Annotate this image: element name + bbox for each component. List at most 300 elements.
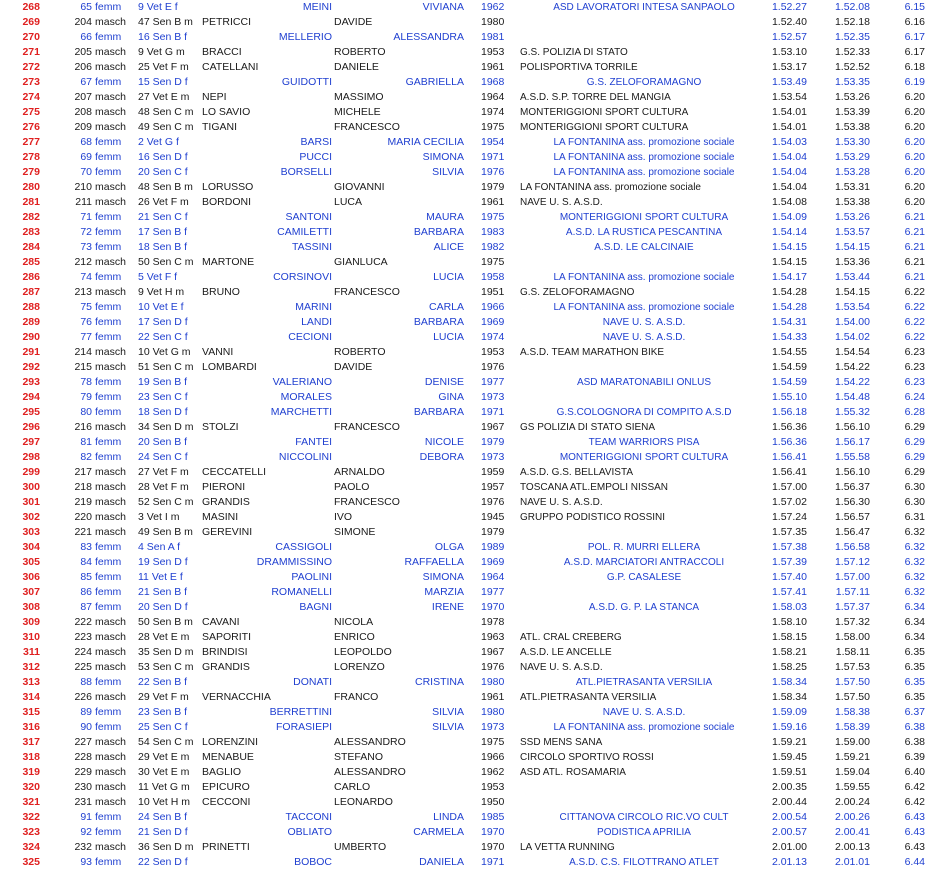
sex-cell: femm — [95, 436, 122, 448]
table-row — [0, 510, 947, 525]
sex-cell: femm — [95, 721, 122, 733]
first-name-cell: IRENE — [431, 601, 464, 613]
club-cell: NAVE U. S. A.S.D. — [520, 497, 603, 508]
pace-cell: 6.22 — [904, 316, 925, 328]
pace-cell: 6.43 — [904, 826, 925, 838]
gun-time-cell: 1.57.24 — [771, 511, 807, 523]
table-row — [0, 315, 947, 330]
club-cell: LA FONTANINA ass. promozione sociale — [553, 302, 735, 313]
club-cell: TEAM WARRIORS PISA — [588, 437, 700, 448]
position-cell: 269 — [22, 16, 40, 28]
gun-time-cell: 1.54.28 — [771, 301, 807, 313]
club-cell: LA VETTA RUNNING — [520, 842, 615, 853]
table-row — [0, 75, 947, 90]
surname-cell: MARINI — [295, 301, 332, 313]
birth-year-cell: 1970 — [481, 826, 505, 838]
position-cell: 291 — [22, 346, 40, 358]
birth-year-cell: 1961 — [481, 196, 505, 208]
sex-rank-cell: 232 — [74, 841, 92, 853]
birth-year-cell: 1977 — [481, 586, 505, 598]
sex-cell: masch — [95, 751, 126, 763]
position-cell: 313 — [22, 676, 40, 688]
club-cell: POL. R. MURRI ELLERA — [587, 542, 701, 553]
first-name-cell: OLGA — [434, 541, 464, 553]
category-cell: 51 Sen C m — [138, 361, 194, 373]
surname-cell: BARSI — [300, 136, 332, 148]
table-row — [0, 90, 947, 105]
position-cell: 300 — [22, 481, 40, 493]
table-row — [0, 540, 947, 555]
category-cell: 5 Vet F f — [138, 271, 178, 283]
club-cell: MONTERIGGIONI SPORT CULTURA — [559, 452, 729, 463]
birth-year-cell: 1976 — [481, 361, 505, 373]
sex-rank-cell: 230 — [74, 781, 92, 793]
sex-rank-cell: 89 — [80, 706, 92, 718]
sex-cell: femm — [95, 31, 122, 43]
birth-year-cell: 1982 — [481, 241, 505, 253]
table-row — [0, 105, 947, 120]
position-cell: 271 — [22, 46, 40, 58]
sex-rank-cell: 227 — [74, 736, 92, 748]
birth-year-cell: 1980 — [481, 706, 505, 718]
first-name-cell: BARBARA — [413, 226, 464, 238]
pace-cell: 6.44 — [904, 856, 925, 868]
club-cell: LA FONTANINA ass. promozione sociale — [553, 722, 735, 733]
surname-cell: CECCATELLI — [202, 466, 266, 478]
birth-year-cell: 1969 — [481, 556, 505, 568]
table-row — [0, 750, 947, 765]
birth-year-cell: 1951 — [481, 286, 505, 298]
birth-year-cell: 1945 — [481, 511, 505, 523]
birth-year-cell: 1977 — [481, 376, 505, 388]
birth-year-cell: 1969 — [481, 316, 505, 328]
sex-rank-cell: 207 — [74, 91, 92, 103]
first-name-cell: FRANCESCO — [334, 286, 400, 298]
sex-cell: masch — [95, 196, 126, 208]
net-time-cell: 1.59.04 — [834, 766, 870, 778]
first-name-cell: NICOLA — [334, 616, 374, 628]
table-row — [0, 735, 947, 750]
net-time-cell: 1.53.38 — [834, 121, 870, 133]
net-time-cell: 1.53.29 — [834, 151, 870, 163]
sex-cell: femm — [95, 316, 122, 328]
pace-cell: 6.32 — [904, 526, 925, 538]
birth-year-cell: 1953 — [481, 781, 505, 793]
sex-rank-cell: 204 — [74, 16, 92, 28]
gun-time-cell: 1.53.17 — [771, 61, 807, 73]
club-cell: PODISTICA APRILIA — [597, 827, 691, 838]
sex-rank-cell: 205 — [74, 46, 92, 58]
surname-cell: MARTONE — [202, 256, 255, 268]
position-cell: 281 — [22, 196, 40, 208]
sex-cell: femm — [95, 571, 122, 583]
pace-cell: 6.42 — [904, 781, 925, 793]
first-name-cell: LUCA — [334, 196, 363, 208]
pace-cell: 6.38 — [904, 721, 925, 733]
gun-time-cell: 1.59.16 — [771, 721, 807, 733]
sex-cell: femm — [95, 301, 122, 313]
gun-time-cell: 1.54.01 — [771, 121, 807, 133]
birth-year-cell: 1973 — [481, 451, 505, 463]
sex-cell: femm — [95, 811, 122, 823]
sex-rank-cell: 216 — [74, 421, 92, 433]
table-row — [0, 675, 947, 690]
sex-cell: masch — [95, 616, 126, 628]
category-cell: 18 Sen D f — [138, 406, 188, 418]
sex-cell: femm — [95, 541, 122, 553]
pace-cell: 6.29 — [904, 421, 925, 433]
surname-cell: LANDI — [301, 316, 332, 328]
category-cell: 47 Sen B m — [138, 16, 193, 28]
gun-time-cell: 1.54.04 — [771, 181, 807, 193]
position-cell: 285 — [22, 256, 40, 268]
gun-time-cell: 1.54.28 — [771, 286, 807, 298]
pace-cell: 6.23 — [904, 376, 925, 388]
sex-rank-cell: 75 — [80, 301, 92, 313]
net-time-cell: 1.53.36 — [834, 256, 870, 268]
birth-year-cell: 1958 — [481, 271, 505, 283]
sex-cell: femm — [95, 676, 122, 688]
table-row — [0, 780, 947, 795]
net-time-cell: 1.57.50 — [834, 676, 870, 688]
sex-cell: femm — [95, 151, 122, 163]
gun-time-cell: 1.54.17 — [771, 271, 807, 283]
pace-cell: 6.35 — [904, 661, 925, 673]
pace-cell: 6.21 — [904, 211, 925, 223]
position-cell: 310 — [22, 631, 40, 643]
sex-rank-cell: 88 — [80, 676, 92, 688]
table-row — [0, 255, 947, 270]
position-cell: 307 — [22, 586, 40, 598]
surname-cell: MORALES — [280, 391, 332, 403]
table-row — [0, 120, 947, 135]
net-time-cell: 1.57.50 — [834, 691, 870, 703]
gun-time-cell: 1.58.03 — [771, 601, 807, 613]
surname-cell: VANNI — [202, 346, 234, 358]
pace-cell: 6.34 — [904, 601, 925, 613]
surname-cell: FANTEI — [295, 436, 332, 448]
sex-rank-cell: 90 — [80, 721, 92, 733]
category-cell: 10 Vet G m — [138, 346, 191, 358]
birth-year-cell: 1966 — [481, 751, 505, 763]
sex-cell: masch — [95, 466, 126, 478]
category-cell: 21 Sen D f — [138, 826, 188, 838]
club-cell: MONTERIGGIONI SPORT CULTURA — [520, 122, 689, 133]
first-name-cell: MAURA — [426, 211, 464, 223]
table-row — [0, 825, 947, 840]
birth-year-cell: 1974 — [481, 331, 505, 343]
net-time-cell: 1.56.47 — [834, 526, 870, 538]
table-row — [0, 150, 947, 165]
club-cell: POLISPORTIVA TORRILE — [520, 62, 638, 73]
net-time-cell: 1.57.12 — [834, 556, 870, 568]
sex-rank-cell: 231 — [74, 796, 92, 808]
table-row — [0, 765, 947, 780]
first-name-cell: SIMONE — [334, 526, 376, 538]
position-cell: 296 — [22, 421, 40, 433]
category-cell: 52 Sen C m — [138, 496, 194, 508]
club-cell: G.S. ZELOFORAMAGNO — [520, 287, 635, 298]
position-cell: 304 — [22, 541, 40, 553]
net-time-cell: 1.54.00 — [834, 316, 870, 328]
sex-rank-cell: 218 — [74, 481, 92, 493]
first-name-cell: IVO — [334, 511, 353, 523]
birth-year-cell: 1980 — [481, 676, 505, 688]
pace-cell: 6.17 — [904, 31, 925, 43]
club-cell: GS POLIZIA DI STATO SIENA — [520, 422, 656, 433]
club-cell: ATL. CRAL CREBERG — [520, 632, 622, 643]
category-cell: 9 Vet H m — [138, 286, 185, 298]
position-cell: 282 — [22, 211, 40, 223]
pace-cell: 6.21 — [904, 226, 925, 238]
category-cell: 21 Sen C f — [138, 211, 188, 223]
sex-rank-cell: 66 — [80, 31, 92, 43]
pace-cell: 6.42 — [904, 796, 925, 808]
sex-cell: femm — [95, 586, 122, 598]
pace-cell: 6.37 — [904, 706, 925, 718]
club-cell: SSD MENS SANA — [520, 737, 603, 748]
sex-rank-cell: 70 — [80, 166, 92, 178]
club-cell: NAVE U. S. A.S.D. — [602, 332, 686, 343]
pace-cell: 6.28 — [904, 406, 925, 418]
birth-year-cell: 1975 — [481, 736, 505, 748]
first-name-cell: STEFANO — [334, 751, 384, 763]
net-time-cell: 1.56.37 — [834, 481, 870, 493]
table-row — [0, 420, 947, 435]
position-cell: 312 — [22, 661, 40, 673]
sex-cell: masch — [95, 841, 126, 853]
first-name-cell: DANIELE — [334, 61, 379, 73]
surname-cell: MASINI — [202, 511, 239, 523]
birth-year-cell: 1970 — [481, 601, 505, 613]
first-name-cell: SIMONA — [422, 571, 464, 583]
club-cell: GRUPPO PODISTICO ROSSINI — [520, 512, 666, 523]
category-cell: 23 Sen C f — [138, 391, 188, 403]
table-row — [0, 45, 947, 60]
gun-time-cell: 1.54.09 — [771, 211, 807, 223]
table-row — [0, 405, 947, 420]
position-cell: 324 — [22, 841, 40, 853]
position-cell: 294 — [22, 391, 40, 403]
pace-cell: 6.43 — [904, 811, 925, 823]
position-cell: 287 — [22, 286, 40, 298]
club-cell: LA FONTANINA ass. promozione sociale — [553, 137, 735, 148]
position-cell: 303 — [22, 526, 40, 538]
surname-cell: BERRETTINI — [269, 706, 332, 718]
first-name-cell: CRISTINA — [414, 676, 464, 688]
position-cell: 278 — [22, 151, 40, 163]
gun-time-cell: 1.58.21 — [771, 646, 807, 658]
club-cell: LA FONTANINA ass. promozione sociale — [520, 182, 701, 193]
birth-year-cell: 1979 — [481, 526, 505, 538]
club-cell: NAVE U. S. A.S.D. — [602, 317, 686, 328]
birth-year-cell: 1985 — [481, 811, 505, 823]
club-cell: LA FONTANINA ass. promozione sociale — [553, 152, 735, 163]
position-cell: 284 — [22, 241, 40, 253]
gun-time-cell: 1.57.02 — [771, 496, 807, 508]
surname-cell: BOBOC — [294, 856, 332, 868]
category-cell: 3 Vet I m — [138, 511, 180, 523]
sex-rank-cell: 220 — [74, 511, 92, 523]
position-cell: 273 — [22, 76, 40, 88]
net-time-cell: 1.53.57 — [834, 226, 870, 238]
birth-year-cell: 1967 — [481, 646, 505, 658]
pace-cell: 6.22 — [904, 286, 925, 298]
position-cell: 289 — [22, 316, 40, 328]
net-time-cell: 1.57.37 — [834, 601, 870, 613]
club-cell: ATL.PIETRASANTA VERSILIA — [520, 692, 657, 703]
gun-time-cell: 1.52.27 — [771, 1, 807, 13]
gun-time-cell: 2.00.54 — [771, 811, 807, 823]
sex-rank-cell: 81 — [80, 436, 92, 448]
net-time-cell: 1.58.38 — [834, 706, 870, 718]
sex-rank-cell: 212 — [74, 256, 92, 268]
net-time-cell: 1.54.48 — [834, 391, 870, 403]
pace-cell: 6.40 — [904, 766, 925, 778]
first-name-cell: MARZIA — [424, 586, 464, 598]
club-cell: A.S.D. C.S. FILOTTRANO ATLET — [569, 857, 719, 868]
birth-year-cell: 1954 — [481, 136, 505, 148]
net-time-cell: 1.54.22 — [834, 376, 870, 388]
net-time-cell: 1.53.44 — [834, 271, 870, 283]
sex-cell: femm — [95, 376, 122, 388]
pace-cell: 6.23 — [904, 361, 925, 373]
first-name-cell: LORENZO — [334, 661, 385, 673]
pace-cell: 6.39 — [904, 751, 925, 763]
category-cell: 49 Sen C m — [138, 121, 194, 133]
table-row — [0, 465, 947, 480]
sex-rank-cell: 211 — [75, 196, 92, 208]
first-name-cell: MICHELE — [334, 106, 381, 118]
position-cell: 270 — [22, 31, 40, 43]
sex-rank-cell: 76 — [80, 316, 92, 328]
sex-rank-cell: 222 — [74, 616, 92, 628]
net-time-cell: 1.52.08 — [834, 1, 870, 13]
first-name-cell: GIANLUCA — [334, 256, 388, 268]
pace-cell: 6.20 — [904, 181, 925, 193]
net-time-cell: 1.52.33 — [834, 46, 870, 58]
table-row — [0, 570, 947, 585]
surname-cell: PETRICCI — [202, 16, 252, 28]
club-cell: A.S.D. G.S. BELLAVISTA — [520, 467, 634, 478]
gun-time-cell: 2.00.44 — [771, 796, 807, 808]
sex-rank-cell: 219 — [74, 496, 92, 508]
pace-cell: 6.17 — [904, 46, 925, 58]
first-name-cell: SILVIA — [432, 721, 464, 733]
club-cell: MONTERIGGIONI SPORT CULTURA — [559, 212, 729, 223]
surname-cell: TASSINI — [291, 241, 332, 253]
table-row — [0, 720, 947, 735]
sex-cell: femm — [95, 136, 122, 148]
surname-cell: BRINDISI — [202, 646, 248, 658]
sex-cell: femm — [95, 406, 122, 418]
position-cell: 288 — [22, 301, 40, 313]
sex-cell: femm — [95, 331, 122, 343]
position-cell: 276 — [22, 121, 40, 133]
pace-cell: 6.20 — [904, 196, 925, 208]
sex-rank-cell: 87 — [80, 601, 92, 613]
first-name-cell: ALESSANDRA — [393, 31, 464, 43]
table-row — [0, 210, 947, 225]
sex-cell: femm — [95, 226, 122, 238]
net-time-cell: 1.57.32 — [834, 616, 870, 628]
gun-time-cell: 1.54.04 — [771, 151, 807, 163]
birth-year-cell: 1971 — [481, 856, 505, 868]
surname-cell: LORUSSO — [202, 181, 254, 193]
surname-cell: DRAMMISSINO — [256, 556, 332, 568]
category-cell: 17 Sen D f — [138, 316, 188, 328]
sex-cell: femm — [95, 241, 122, 253]
club-cell: NAVE U. S. A.S.D. — [602, 707, 686, 718]
surname-cell: BORDONI — [202, 196, 252, 208]
net-time-cell: 1.58.11 — [835, 646, 870, 658]
surname-cell: MENABUE — [202, 751, 254, 763]
sex-cell: masch — [95, 496, 126, 508]
position-cell: 305 — [22, 556, 40, 568]
pace-cell: 6.20 — [904, 106, 925, 118]
sex-cell: femm — [95, 271, 122, 283]
club-cell: ASD LAVORATORI INTESA SANPAOLO — [553, 2, 735, 13]
surname-cell: BAGNI — [299, 601, 332, 613]
pace-cell: 6.35 — [904, 691, 925, 703]
category-cell: 50 Sen B m — [138, 616, 193, 628]
club-cell: CITTANOVA CIRCOLO RIC.VO CULT — [559, 812, 729, 823]
category-cell: 20 Sen B f — [138, 436, 188, 448]
position-cell: 272 — [22, 61, 40, 73]
position-cell: 322 — [22, 811, 40, 823]
gun-time-cell: 1.54.14 — [771, 226, 807, 238]
position-cell: 275 — [22, 106, 40, 118]
net-time-cell: 1.54.15 — [834, 241, 870, 253]
gun-time-cell: 1.54.59 — [771, 376, 807, 388]
gun-time-cell: 1.52.40 — [771, 16, 807, 28]
table-row — [0, 705, 947, 720]
pace-cell: 6.20 — [904, 151, 925, 163]
first-name-cell: PAOLO — [334, 481, 370, 493]
gun-time-cell: 1.53.49 — [771, 76, 807, 88]
surname-cell: SANTONI — [285, 211, 332, 223]
gun-time-cell: 1.54.59 — [771, 361, 807, 373]
position-cell: 268 — [22, 1, 40, 13]
club-cell: A.S.D. S.P. TORRE DEL MANGIA — [520, 92, 671, 103]
first-name-cell: VIVIANA — [422, 1, 464, 13]
table-row — [0, 270, 947, 285]
surname-cell: CECCONI — [202, 796, 251, 808]
gun-time-cell: 1.59.45 — [771, 751, 807, 763]
sex-rank-cell: 93 — [80, 856, 92, 868]
sex-rank-cell: 65 — [80, 1, 92, 13]
position-cell: 301 — [22, 496, 40, 508]
net-time-cell: 1.52.52 — [834, 61, 870, 73]
gun-time-cell: 1.57.00 — [771, 481, 807, 493]
sex-rank-cell: 225 — [74, 661, 92, 673]
first-name-cell: MASSIMO — [334, 91, 384, 103]
sex-cell: masch — [95, 766, 126, 778]
net-time-cell: 1.53.26 — [834, 91, 870, 103]
position-cell: 302 — [22, 511, 40, 523]
pace-cell: 6.32 — [904, 541, 925, 553]
sex-rank-cell: 215 — [74, 361, 92, 373]
first-name-cell: DENISE — [424, 376, 464, 388]
category-cell: 24 Sen B f — [138, 811, 188, 823]
sex-rank-cell: 214 — [74, 346, 92, 358]
birth-year-cell: 1981 — [481, 31, 505, 43]
category-cell: 48 Sen B m — [138, 181, 193, 193]
net-time-cell: 1.55.58 — [834, 451, 870, 463]
category-cell: 54 Sen C m — [138, 736, 194, 748]
table-row — [0, 0, 947, 15]
sex-cell: masch — [95, 646, 126, 658]
